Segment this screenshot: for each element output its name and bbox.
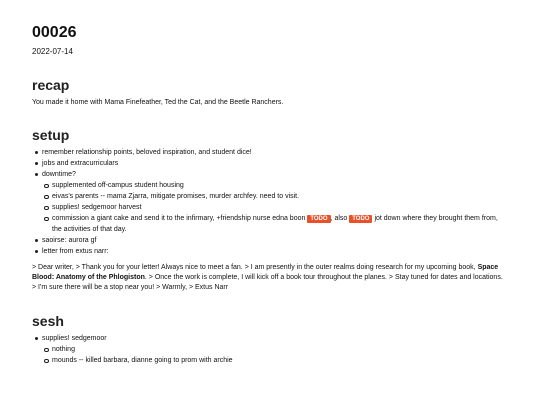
book-title: Space Blood: Anatomy of the Phlogiston	[32, 264, 499, 281]
list-item: letter from extus narr:	[32, 246, 508, 257]
setup-list	[32, 147, 508, 257]
recap-heading: recap	[32, 77, 70, 93]
sesh-sublist	[42, 344, 508, 366]
list-item: downtime? supplemented off-campus student housing eivas's parents -- mama Zjarra, mitigate promises, murder archfey. need to visit. supplies! sedgemoor harvest commission a giant cake and send it to the infirmary, +friendship nurse edna boon TODO , also TODO jot down where they brought them from, the activities of that day.	[32, 169, 508, 235]
list-item: mounds -- killed barbara, dianne going to prom with archie	[42, 355, 508, 366]
list-item: supplies! sedgemoor nothing mounds -- killed barbara, dianne going to prom with archie	[32, 333, 508, 366]
setup-heading: setup	[32, 127, 70, 143]
page-title: 00026	[32, 24, 77, 41]
list-item: nothing	[42, 344, 508, 355]
sesh-heading: sesh	[32, 313, 64, 329]
todo-badge: TODO	[307, 215, 330, 223]
todo-badge: TODO	[349, 215, 372, 223]
letter-text: > Dear writer, > Thank you for your letter! Always nice to meet a fan. > I am presently in the outer realms doing research for my upcoming book, Space Blood: Anatomy of the Phlogiston. > Once the work is complete, I will kick off a book tour throughout the planes. > Stay tuned for dates and locations. > I'm sure there will be a stop near you! > Warmly, > Extus Narr	[32, 264, 503, 291]
list-item-cake: commission a giant cake and send it to the infirmary, +friendship nurse edna boon TODO , also TODO jot down where they brought them from, the activities of that day.	[42, 213, 508, 235]
downtime-sublist	[42, 180, 508, 235]
list-item: eivas's parents -- mama Zjarra, mitigate promises, murder archfey. need to visit.	[42, 191, 508, 202]
recap-text: You made it home with Mama Finefeather, Ted the Cat, and the Beetle Ranchers.	[32, 99, 284, 106]
sesh-list	[32, 333, 508, 366]
list-item: supplemented off-campus student housing	[42, 180, 508, 191]
list-item: supplies! sedgemoor harvest	[42, 202, 508, 213]
list-item: saoirse: aurora gf	[32, 235, 508, 246]
page-date: 2022-07-14	[32, 47, 73, 56]
list-item: remember relationship points, beloved inspiration, and student dice!	[32, 147, 508, 158]
list-item: jobs and extracurriculars	[32, 158, 508, 169]
